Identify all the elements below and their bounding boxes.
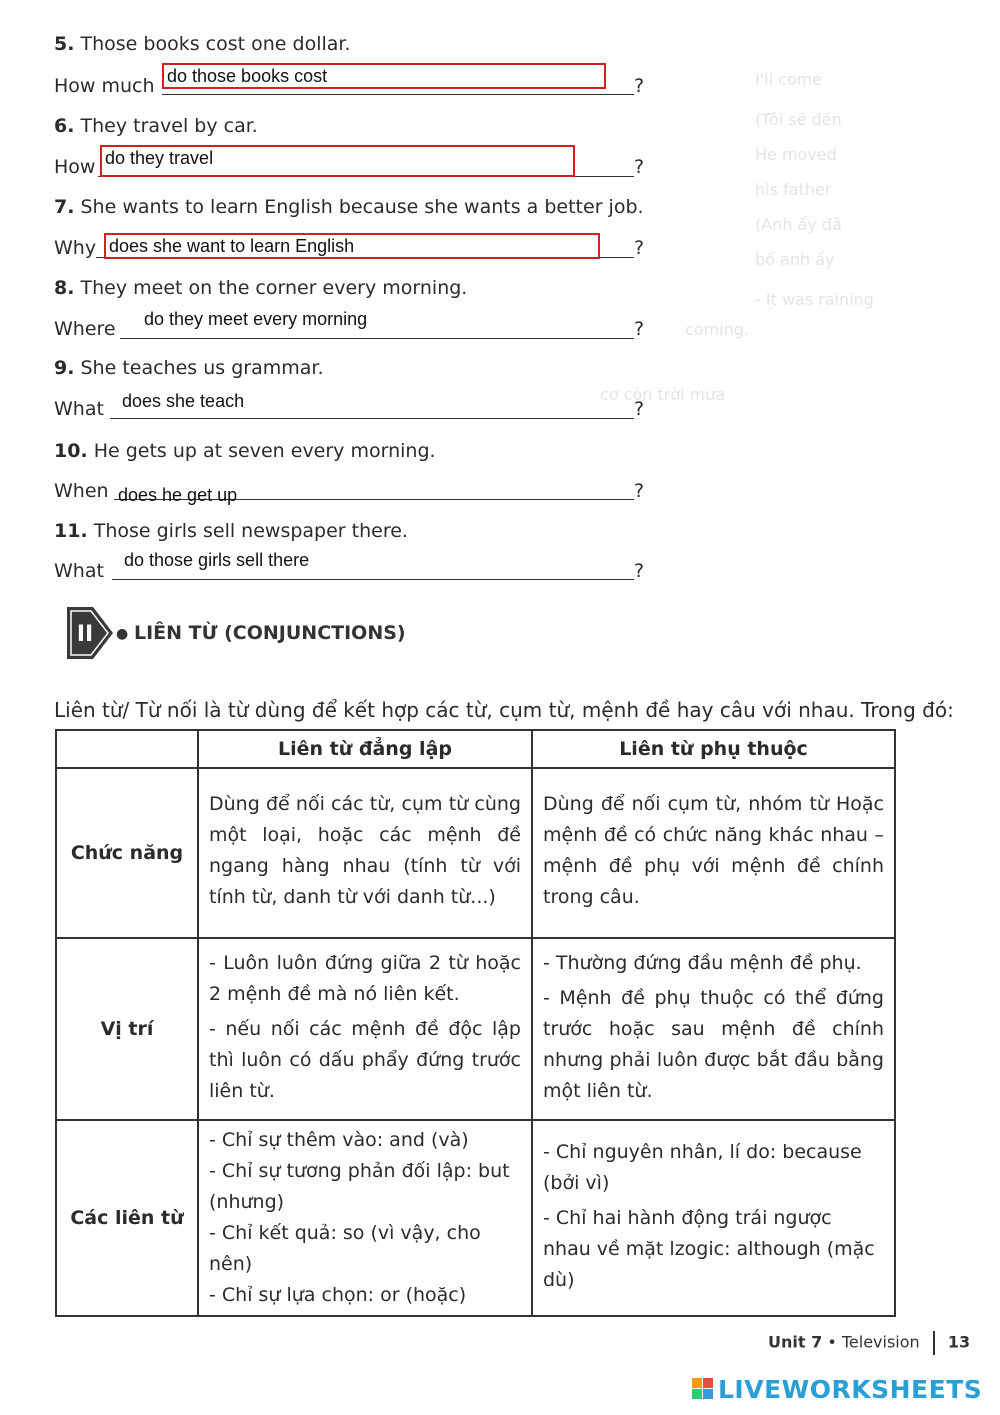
exercise-sentence: 7. She wants to learn English because she wants a better job. xyxy=(54,196,644,218)
footer-divider xyxy=(933,1331,935,1355)
page-number: 13 xyxy=(947,1332,971,1352)
cell-text: - Chỉ sự thêm vào: and (và) xyxy=(209,1129,469,1151)
cell-text: - Mệnh đề phụ thuộc có thể đứng trước hoặc sau mệnh đề chính nhưng phải luôn được bắt đầu bằng một liên từ. xyxy=(543,986,884,1102)
exercise-sentence: 5. Those books cost one dollar. xyxy=(54,33,351,55)
table-cell xyxy=(198,938,532,1120)
bleed-through-text: his father xyxy=(755,180,832,199)
table-cell xyxy=(532,938,895,1120)
table-cell xyxy=(198,1120,532,1316)
table-header-subordinating: Liên từ phụ thuộc xyxy=(532,730,895,768)
exercise-prompt: Where xyxy=(54,318,116,340)
liveworksheets-watermark: LIVEWORKSHEETS xyxy=(718,1375,983,1404)
cell-text: - Chỉ kết quả: so (vì vậy, cho nên) xyxy=(209,1222,481,1275)
table-row xyxy=(56,1120,895,1316)
exercise-sentence: 6. They travel by car. xyxy=(54,115,258,137)
answer-line xyxy=(110,418,634,419)
bleed-through-text: cơ còn trời mưa xyxy=(600,385,726,404)
bullet-dot: ● xyxy=(116,626,129,642)
bleed-through-text: - It was raining xyxy=(755,290,874,309)
row-label: Các liên từ xyxy=(56,1120,198,1316)
row-label: Chức năng xyxy=(56,768,198,938)
intro-text: Liên từ/ Từ nối là từ dùng để kết hợp các từ, cụm từ, mệnh đề hay câu với nhau. Trong đó: xyxy=(54,698,954,722)
answer-input[interactable]: does he get up xyxy=(118,485,238,505)
answer-input[interactable]: does she want to learn English xyxy=(104,233,600,259)
exercise-prompt: Why xyxy=(54,237,97,259)
liveworksheets-logo-icon xyxy=(692,1378,714,1400)
cell-text: Dùng để nối cụm từ, nhóm từ Hoặc mệnh đề có chức năng khác nhau – mệnh đề phụ với mệnh đề chính trong câu. xyxy=(543,793,884,908)
answer-input[interactable]: does she teach xyxy=(122,391,245,411)
exercise-prompt: What xyxy=(54,398,104,420)
cell-text: Dùng để nối các từ, cụm từ cùng một loại, hoặc các mệnh đề ngang hàng nhau (tính từ với tính từ, danh từ với danh từ...) xyxy=(209,793,521,908)
exercise-sentence: 11. Those girls sell newspaper there. xyxy=(54,520,408,542)
section-badge-icon xyxy=(63,605,115,661)
cell-text: - Thường đứng đầu mệnh đề phụ. xyxy=(543,951,862,974)
table-cell xyxy=(532,768,895,938)
bleed-through-text: bố anh ấy xyxy=(755,250,835,269)
exercise-sentence: 10. He gets up at seven every morning. xyxy=(54,440,436,462)
answer-input[interactable]: do those books cost xyxy=(162,63,606,89)
question-mark: ? xyxy=(634,318,645,340)
section-numeral: II xyxy=(76,622,94,647)
answer-line xyxy=(112,579,634,580)
question-mark: ? xyxy=(634,75,645,97)
table-row xyxy=(56,768,895,938)
row-label: Vị trí xyxy=(56,938,198,1120)
cell-text: - Luôn luôn đứng giữa 2 từ hoặc 2 mệnh đề mà nó liên kết. xyxy=(209,951,521,1005)
page-footer xyxy=(768,1331,970,1355)
conjunctions-table xyxy=(55,729,896,1317)
cell-text: - nếu nối các mệnh đề độc lập thì luôn có dấu phẩy đứng trước liên từ. xyxy=(209,1017,521,1102)
bleed-through-text: He moved xyxy=(755,145,837,164)
answer-line xyxy=(120,338,634,339)
cell-text: - Chỉ hai hành động trái ngược nhau về mặt lzogic: although (mặc dù) xyxy=(543,1206,875,1291)
bleed-through-text: coming. xyxy=(685,320,749,339)
table-header-coordinating: Liên từ đẳng lập xyxy=(198,730,532,768)
table-row xyxy=(56,938,895,1120)
answer-input[interactable]: do they meet every morning xyxy=(144,309,368,329)
question-mark: ? xyxy=(634,237,645,259)
question-mark: ? xyxy=(634,156,645,178)
cell-text: - Chỉ sự lựa chọn: or (hoặc) xyxy=(209,1284,467,1306)
footer-topic: Television xyxy=(841,1332,920,1352)
table-cell xyxy=(198,768,532,938)
exercise-sentence: 9. She teaches us grammar. xyxy=(54,357,324,379)
bleed-through-text: (Tôi sẽ đến xyxy=(755,110,842,129)
table-header-row xyxy=(56,730,895,768)
footer-unit: Unit 7 xyxy=(768,1332,823,1352)
footer-bullet: • xyxy=(827,1332,837,1352)
question-mark: ? xyxy=(634,480,645,502)
exercise-prompt: When xyxy=(54,480,109,502)
bleed-through-text: (Anh ấy đã xyxy=(755,215,842,234)
table-header-empty xyxy=(56,730,198,768)
cell-text: - Chỉ sự tương phản đối lập: but (nhưng) xyxy=(209,1160,510,1213)
exercise-sentence: 8. They meet on the corner every morning. xyxy=(54,277,468,299)
answer-input[interactable]: do those girls sell there xyxy=(124,550,310,570)
question-mark: ? xyxy=(634,560,645,582)
bleed-through-text: I'll come xyxy=(755,70,823,89)
question-mark: ? xyxy=(634,398,645,420)
answer-input[interactable]: do they travel xyxy=(100,145,575,177)
exercise-prompt: How xyxy=(54,156,96,178)
exercise-prompt: What xyxy=(54,560,104,582)
table-cell xyxy=(532,1120,895,1316)
exercise-prompt: How much xyxy=(54,75,155,97)
section-title: LIÊN TỪ (CONJUNCTIONS) xyxy=(134,622,406,644)
cell-text: - Chỉ nguyên nhân, lí do: because (bởi vì) xyxy=(543,1140,862,1194)
answer-line xyxy=(162,94,634,95)
